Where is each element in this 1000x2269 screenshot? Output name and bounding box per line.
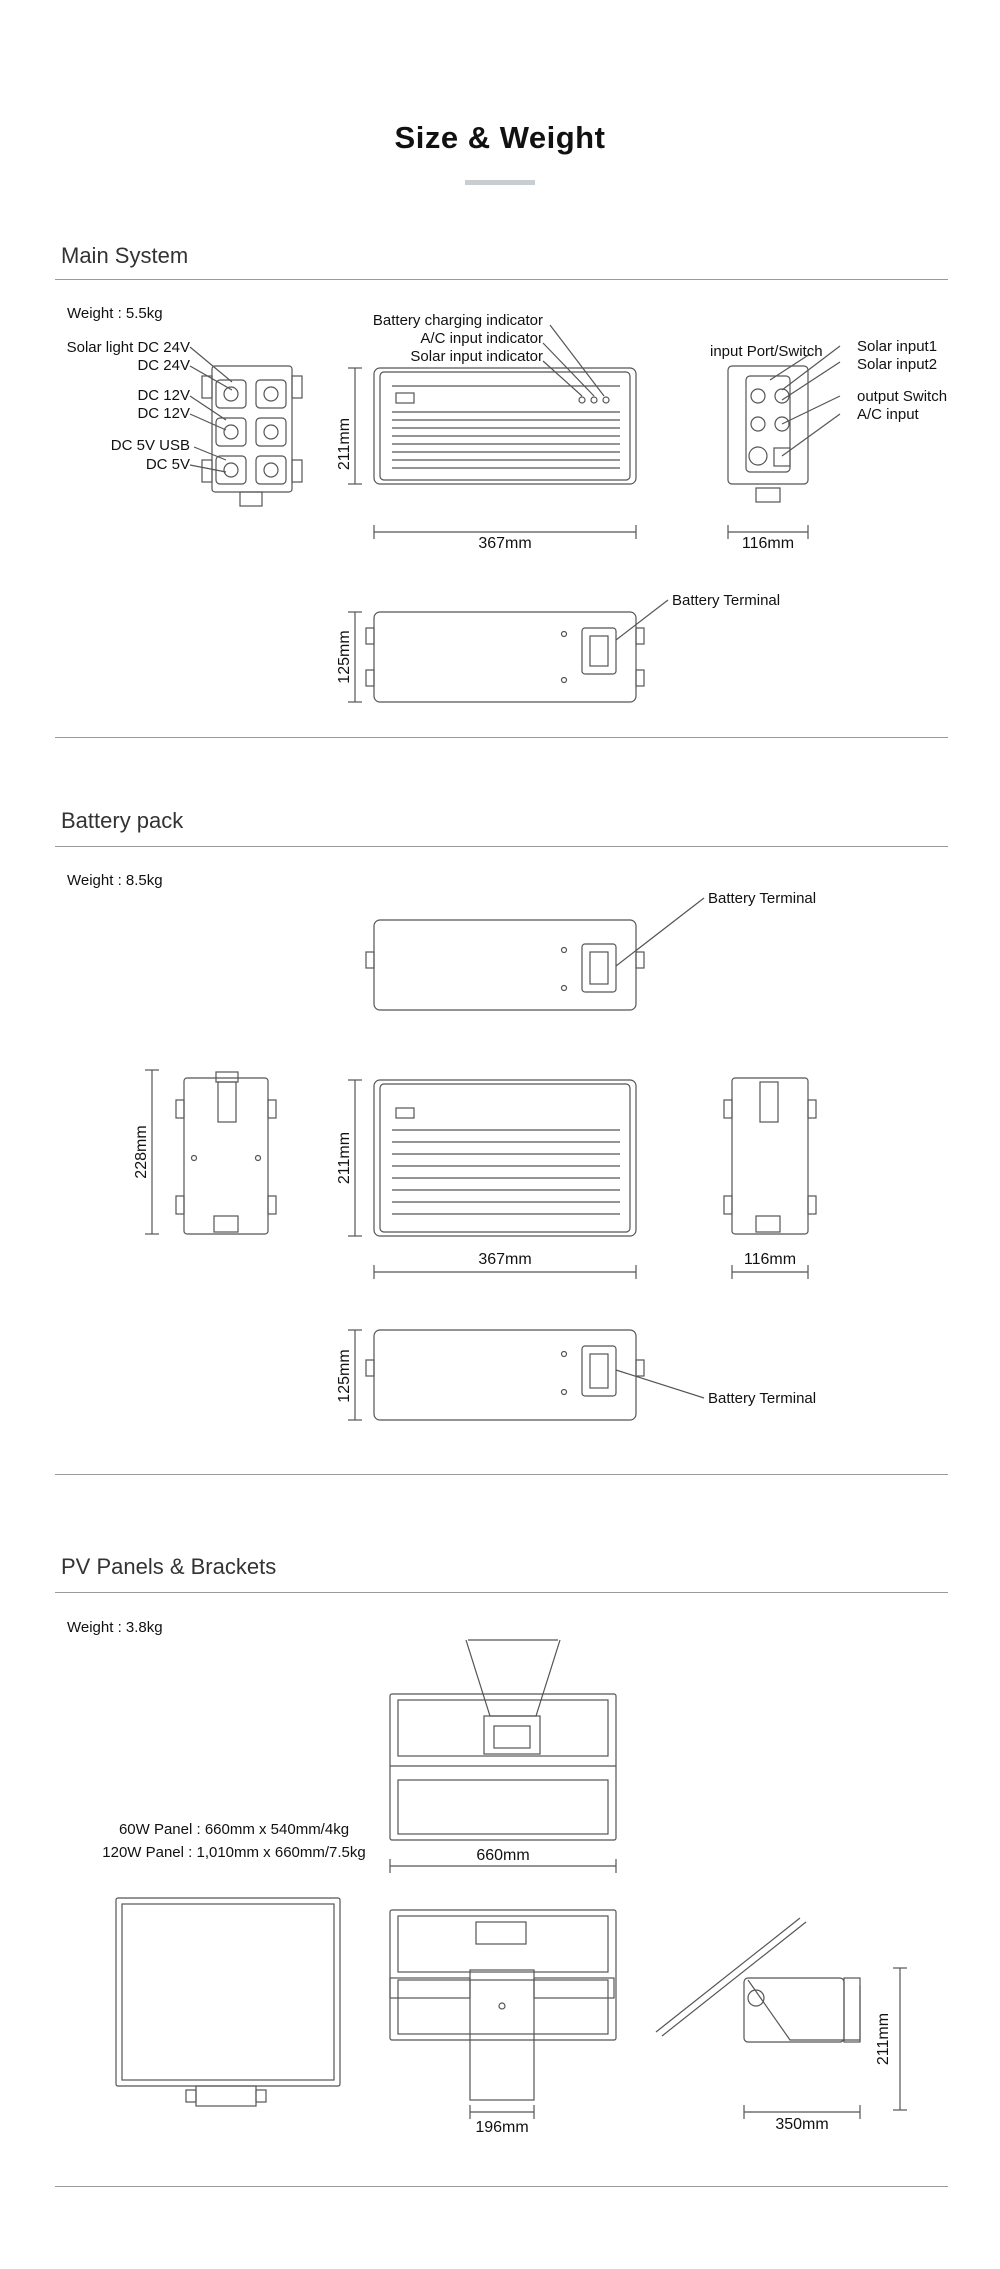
label-dc24v: DC 24V	[137, 357, 190, 374]
dim-main-height: 211mm	[336, 417, 353, 471]
label-input-port-switch: input Port/Switch	[710, 343, 823, 360]
dim-battery-width: 367mm	[478, 1251, 532, 1268]
section-title-main-system: Main System	[61, 243, 189, 268]
label-battery-terminal-top: Battery Terminal	[708, 890, 817, 907]
dim-main-depth: 116mm	[741, 535, 795, 552]
dim-side-depth: 350mm	[775, 2116, 829, 2133]
battery-side-view-left	[145, 1070, 276, 1234]
label-solar-light-dc24v: Solar light DC 24V	[66, 339, 190, 356]
dim-battery-height: 211mm	[336, 1131, 353, 1185]
label-battery-charging-indicator: Battery charging indicator	[372, 312, 543, 329]
pv-panel-front	[116, 1898, 340, 2106]
label-solar-input2: Solar input2	[857, 356, 938, 373]
battery-front-view	[348, 1080, 636, 1279]
dim-battery-thickness: 125mm	[336, 1349, 353, 1403]
battery-top-view-lower	[348, 1330, 704, 1420]
spec-120w: 120W Panel : 1,010mm x 660mm/7.5kg	[102, 1844, 366, 1861]
main-top-view	[348, 600, 668, 702]
weight-main-system: Weight : 5.5kg	[67, 305, 163, 322]
dim-panel-width: 660mm	[476, 1847, 530, 1864]
label-dc12v-1: DC 12V	[137, 387, 190, 404]
label-battery-terminal-bottom: Battery Terminal	[708, 1390, 817, 1407]
label-battery-terminal-main: Battery Terminal	[672, 592, 781, 609]
main-port-view	[728, 346, 840, 539]
label-ac-input: A/C input	[857, 406, 919, 423]
main-side-view-outlets	[190, 347, 302, 506]
weight-pv-panels: Weight : 3.8kg	[67, 1619, 163, 1636]
spec-60w: 60W Panel : 660mm x 540mm/4kg	[118, 1821, 350, 1838]
dim-main-thickness: 125mm	[336, 630, 353, 684]
label-output-switch: output Switch	[857, 388, 948, 405]
battery-side-view-right	[724, 1078, 816, 1279]
dim-battery-depth: 116mm	[743, 1251, 797, 1268]
dim-battery-side-height: 228mm	[133, 1125, 150, 1179]
dim-side-height: 211mm	[875, 2012, 892, 2066]
section-title-battery-pack: Battery pack	[61, 808, 184, 833]
dim-bracket-width: 196mm	[475, 2119, 529, 2136]
page-title: Size & Weight	[394, 120, 606, 155]
section-title-pv-panels: PV Panels & Brackets	[61, 1554, 277, 1579]
battery-top-view-upper	[366, 898, 704, 1010]
weight-battery-pack: Weight : 8.5kg	[67, 872, 163, 889]
dim-main-width: 367mm	[478, 535, 532, 552]
label-solar-input-indicator: Solar input indicator	[410, 348, 543, 365]
pv-side-view	[656, 1918, 907, 2119]
label-dc12v-2: DC 12V	[137, 405, 190, 422]
label-solar-input1: Solar input1	[857, 338, 938, 355]
pv-folded-panel-view	[390, 1640, 616, 1873]
label-dc5v-usb: DC 5V USB	[110, 437, 190, 454]
label-dc5v: DC 5V	[145, 456, 190, 473]
pv-panel-back-bracket	[390, 1910, 616, 2119]
label-ac-input-indicator: A/C input indicator	[420, 330, 543, 347]
